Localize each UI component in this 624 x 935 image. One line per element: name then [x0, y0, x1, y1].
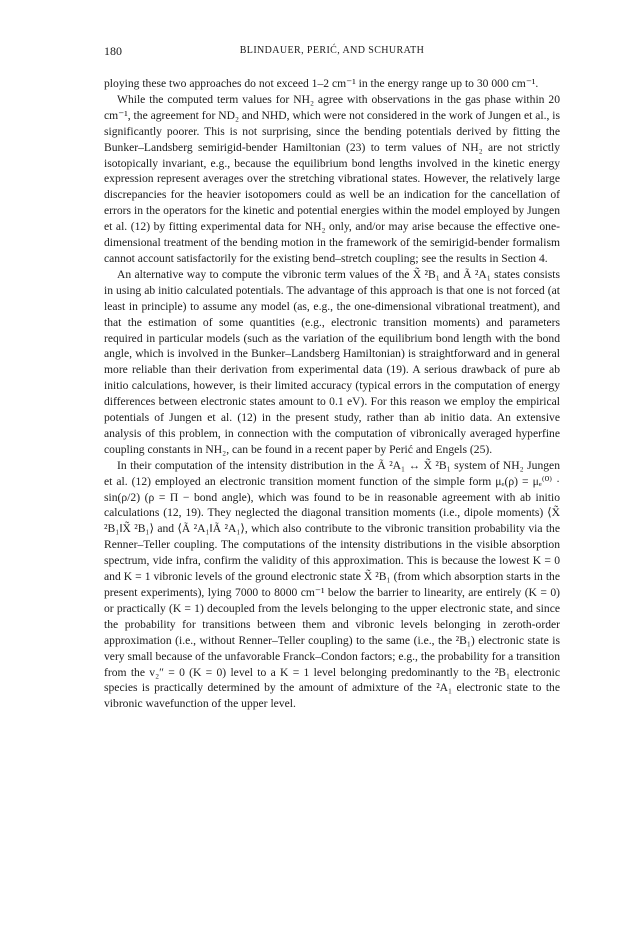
page-header [104, 44, 560, 60]
paragraph: ploying these two approaches do not exceed 1–2 cm⁻¹ in the energy range up to 30 000 cm⁻¹. [104, 77, 539, 90]
paragraph: While the computed term values for NH₂ agree with observations in the gas phase within 20 cm⁻¹, the agreement for ND₂ and NHD, which were not considered in the work of Jungen et al., is significantly poorer. This is not surprising, since the bending potentials derived by fitting the Bunker–Landsberg semirigid-bender Hamiltonian (23) to term values of NH₂ are not strictly isotopically invariant, e.g., because the equilibrium bond lengths involved in the kinetic energy expression represent averages over the stretching vibrational states. However, the relatively large discrepancies for the heavier isotopomers could as well be an indication for the cancellation of errors in the operators for the kinetic and potential energies within the model employed by Jungen et al. (12) by fitting experimental data for NH₂ only, and/or may arise because the effective one-dimensional treatment of the bending motion in the framework of the semirigid-bender formalism cannot account satisfactorily for the existing bend–stretch coupling; see the results in Section 4. [104, 92, 561, 265]
paragraph: In their computation of the intensity distribution in the Ã ²A₁ ↔ X̃ ²B₁ system of NH₂ Jungen et al. (12) employed an electronic transition moment function of the simple form μₑ(ρ) = μₑ⁽⁰⁾ · sin(ρ/2) (ρ = Π − bond angle), which was found to be in reasonable agreement with ab initio calculations (12, 19). They neglected the diagonal transition moments (i.e., dipole moments) ⟨X̃ ²B₁‖X̃ ²B₁⟩ and ⟨Ã ²A₁‖Ã ²A₁⟩, which also contribute to the vibronic transition probability via the Renner–Teller coupling. The computations of the intensity distributions in the visible absorption spectrum, vide infra, confirm the validity of this approximation. This is because the lowest K = 0 and K = 1 vibronic levels of the ground electronic state X̃ ²B₁ (from which absorption starts in the present experiments), lying 7000 to 8000 cm⁻¹ below the barrier to linearity, are entirely (K = 0) or practically (K = 1) decoupled from the levels belonging to the upper electronic state, and since the probability for transitions between them and vibronic levels belonging in zeroth-order approximation (i.e., without Renner–Teller coupling) to the same (i.e., the ²B₁) electronic state is very small because of the unfavorable Franck–Condon factors; e.g., the probability for a transition from the v₂″ = 0 (K = 0) level to a K = 1 level belonging predominantly to the ²B₁ electronic species is practically determined by the amount of admixture of the ²A₁ electronic state to the vibronic wavefunction of the upper level. [104, 458, 560, 711]
page-number: 180 [104, 44, 122, 58]
running-head: BLINDAUER, PERIĆ, AND SCHURATH [239, 45, 425, 56]
paragraph: An alternative way to compute the vibronic term values of the X̃ ²B₁ and Ã ²A₁ states consists in using ab initio calculated potentials. The advantage of this approach is that one is not forced (at least in principle) to assume any model (as, e.g., the one-dimensional vibrational treatment), and that the estimation of some quantities (e.g., electronic transition moments) and parameters required in particular models (such as the variation of the equilibrium bond length with the bond angle, which is involved in the Bunker–Landsberg Hamiltonian) is straightforward and in general more reliable than their derivation from experimental data (19). A serious drawback of pure ab initio calculations, however, is their limited accuracy (typical errors in the computation of energy differences between electronic states amount to 0.1 eV). For this reason we employ the empirical potentials of Jungen et al. (12) in the present study, rather than ab initio data. An extensive analysis of this problem, in connection with the computation of vibronically averaged hyperfine coupling constants in NH₂, can be found in a recent paper by Perić and Engels (25). [104, 267, 560, 456]
body-text [104, 76, 560, 712]
